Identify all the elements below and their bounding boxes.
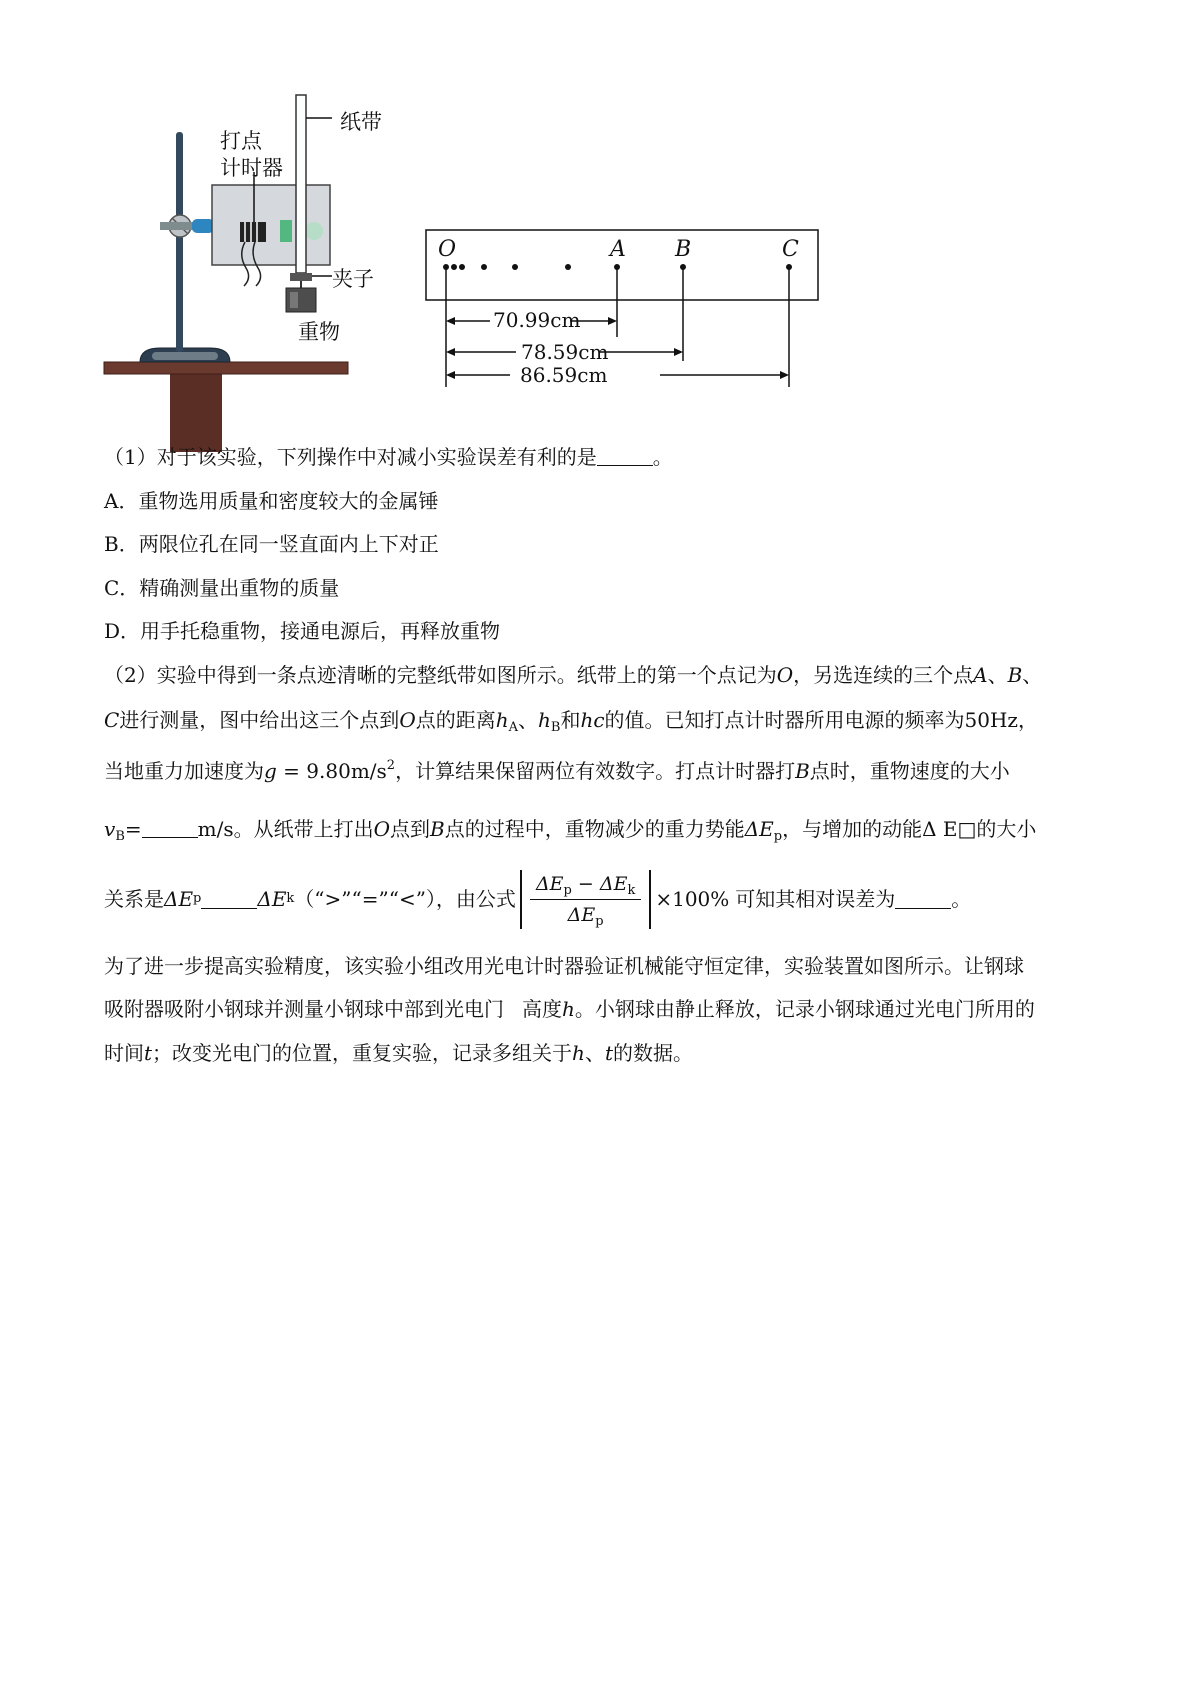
- q2-line3: 当地重力加速度为$g = 9.80m/s^2$，计算结果保留两位有效数字。打点计时器打B点时，重物速度的大小: [104, 758, 1010, 783]
- relative-error-formula: $\frac{\Delta E_p - \Delta E_k}{\Delta E_p}$: [520, 870, 651, 929]
- dist-B-label: 78.59cm: [521, 340, 609, 364]
- timer-label-line2: 计时器: [220, 156, 283, 180]
- timer-label-line1: 打点: [220, 129, 262, 153]
- clamp-label: 夹子: [332, 267, 374, 291]
- para3-line2: 吸附器吸附小钢球并测量小钢球中部到光电门 高度h。小钢球由静止释放，记录小钢球通过光电门所用的: [104, 997, 1035, 1021]
- q2-line1: （2）实验中得到一条点迹清晰的完整纸带如图所示。纸带上的第一个点记为O，另选连续的三个点A、B、: [104, 663, 1043, 687]
- q1-answer-blank[interactable]: [597, 447, 653, 466]
- q2-line2: C进行测量，图中给出这三个点到O点的距离$h_A$、$h_B$和hc的值。已知打点计时器所用电源的频率为50Hz，: [104, 708, 1038, 735]
- para3-line3: 时间t；改变光电门的位置，重复实验，记录多组关于h、t的数据。: [104, 1041, 693, 1065]
- q1-option-c: C．精确测量出重物的质量: [104, 576, 340, 600]
- q2-line4: $v_B= m/s$。从纸带上打出O点到B点的过程中，重物减少的重力势能$\Delta E_p$，与增加的动能Δ E□的大小: [104, 817, 1037, 844]
- weight-label: 重物: [298, 320, 340, 344]
- dist-C-label: 86.59cm: [520, 363, 608, 387]
- relative-error-blank[interactable]: [895, 890, 951, 909]
- tape-point-A: A: [610, 237, 626, 262]
- para3-line1: 为了进一步提高实验精度，该实验小组改用光电计时器验证机械能守恒定律，实验装置如图所示。让钢球: [104, 954, 1024, 978]
- vB-answer-blank[interactable]: [142, 819, 198, 838]
- tape-point-B: B: [675, 237, 692, 262]
- tape-point-C: C: [782, 237, 799, 262]
- tape-point-O: O: [438, 237, 457, 262]
- q2-line5: 关系是 ΔE p ΔE k （“>”“=”“<”），由公式 $\frac{\Delta E_p - \Delta E_k}{\Delta E_p}$ ×100% 可知其相对误差为 。: [104, 864, 971, 934]
- compare-answer-blank[interactable]: [201, 890, 257, 909]
- tape-label: 纸带: [340, 110, 382, 134]
- q1-stem: （1）对于该实验，下列操作中对减小实验误差有利的是 。: [104, 445, 673, 469]
- dist-A-label: 70.99cm: [493, 308, 581, 332]
- q1-option-a: A．重物选用质量和密度较大的金属锤: [104, 489, 439, 513]
- q1-option-d: D．用手托稳重物，接通电源后，再释放重物: [104, 619, 501, 643]
- q1-option-b: B．两限位孔在同一竖直面内上下对正: [104, 532, 439, 556]
